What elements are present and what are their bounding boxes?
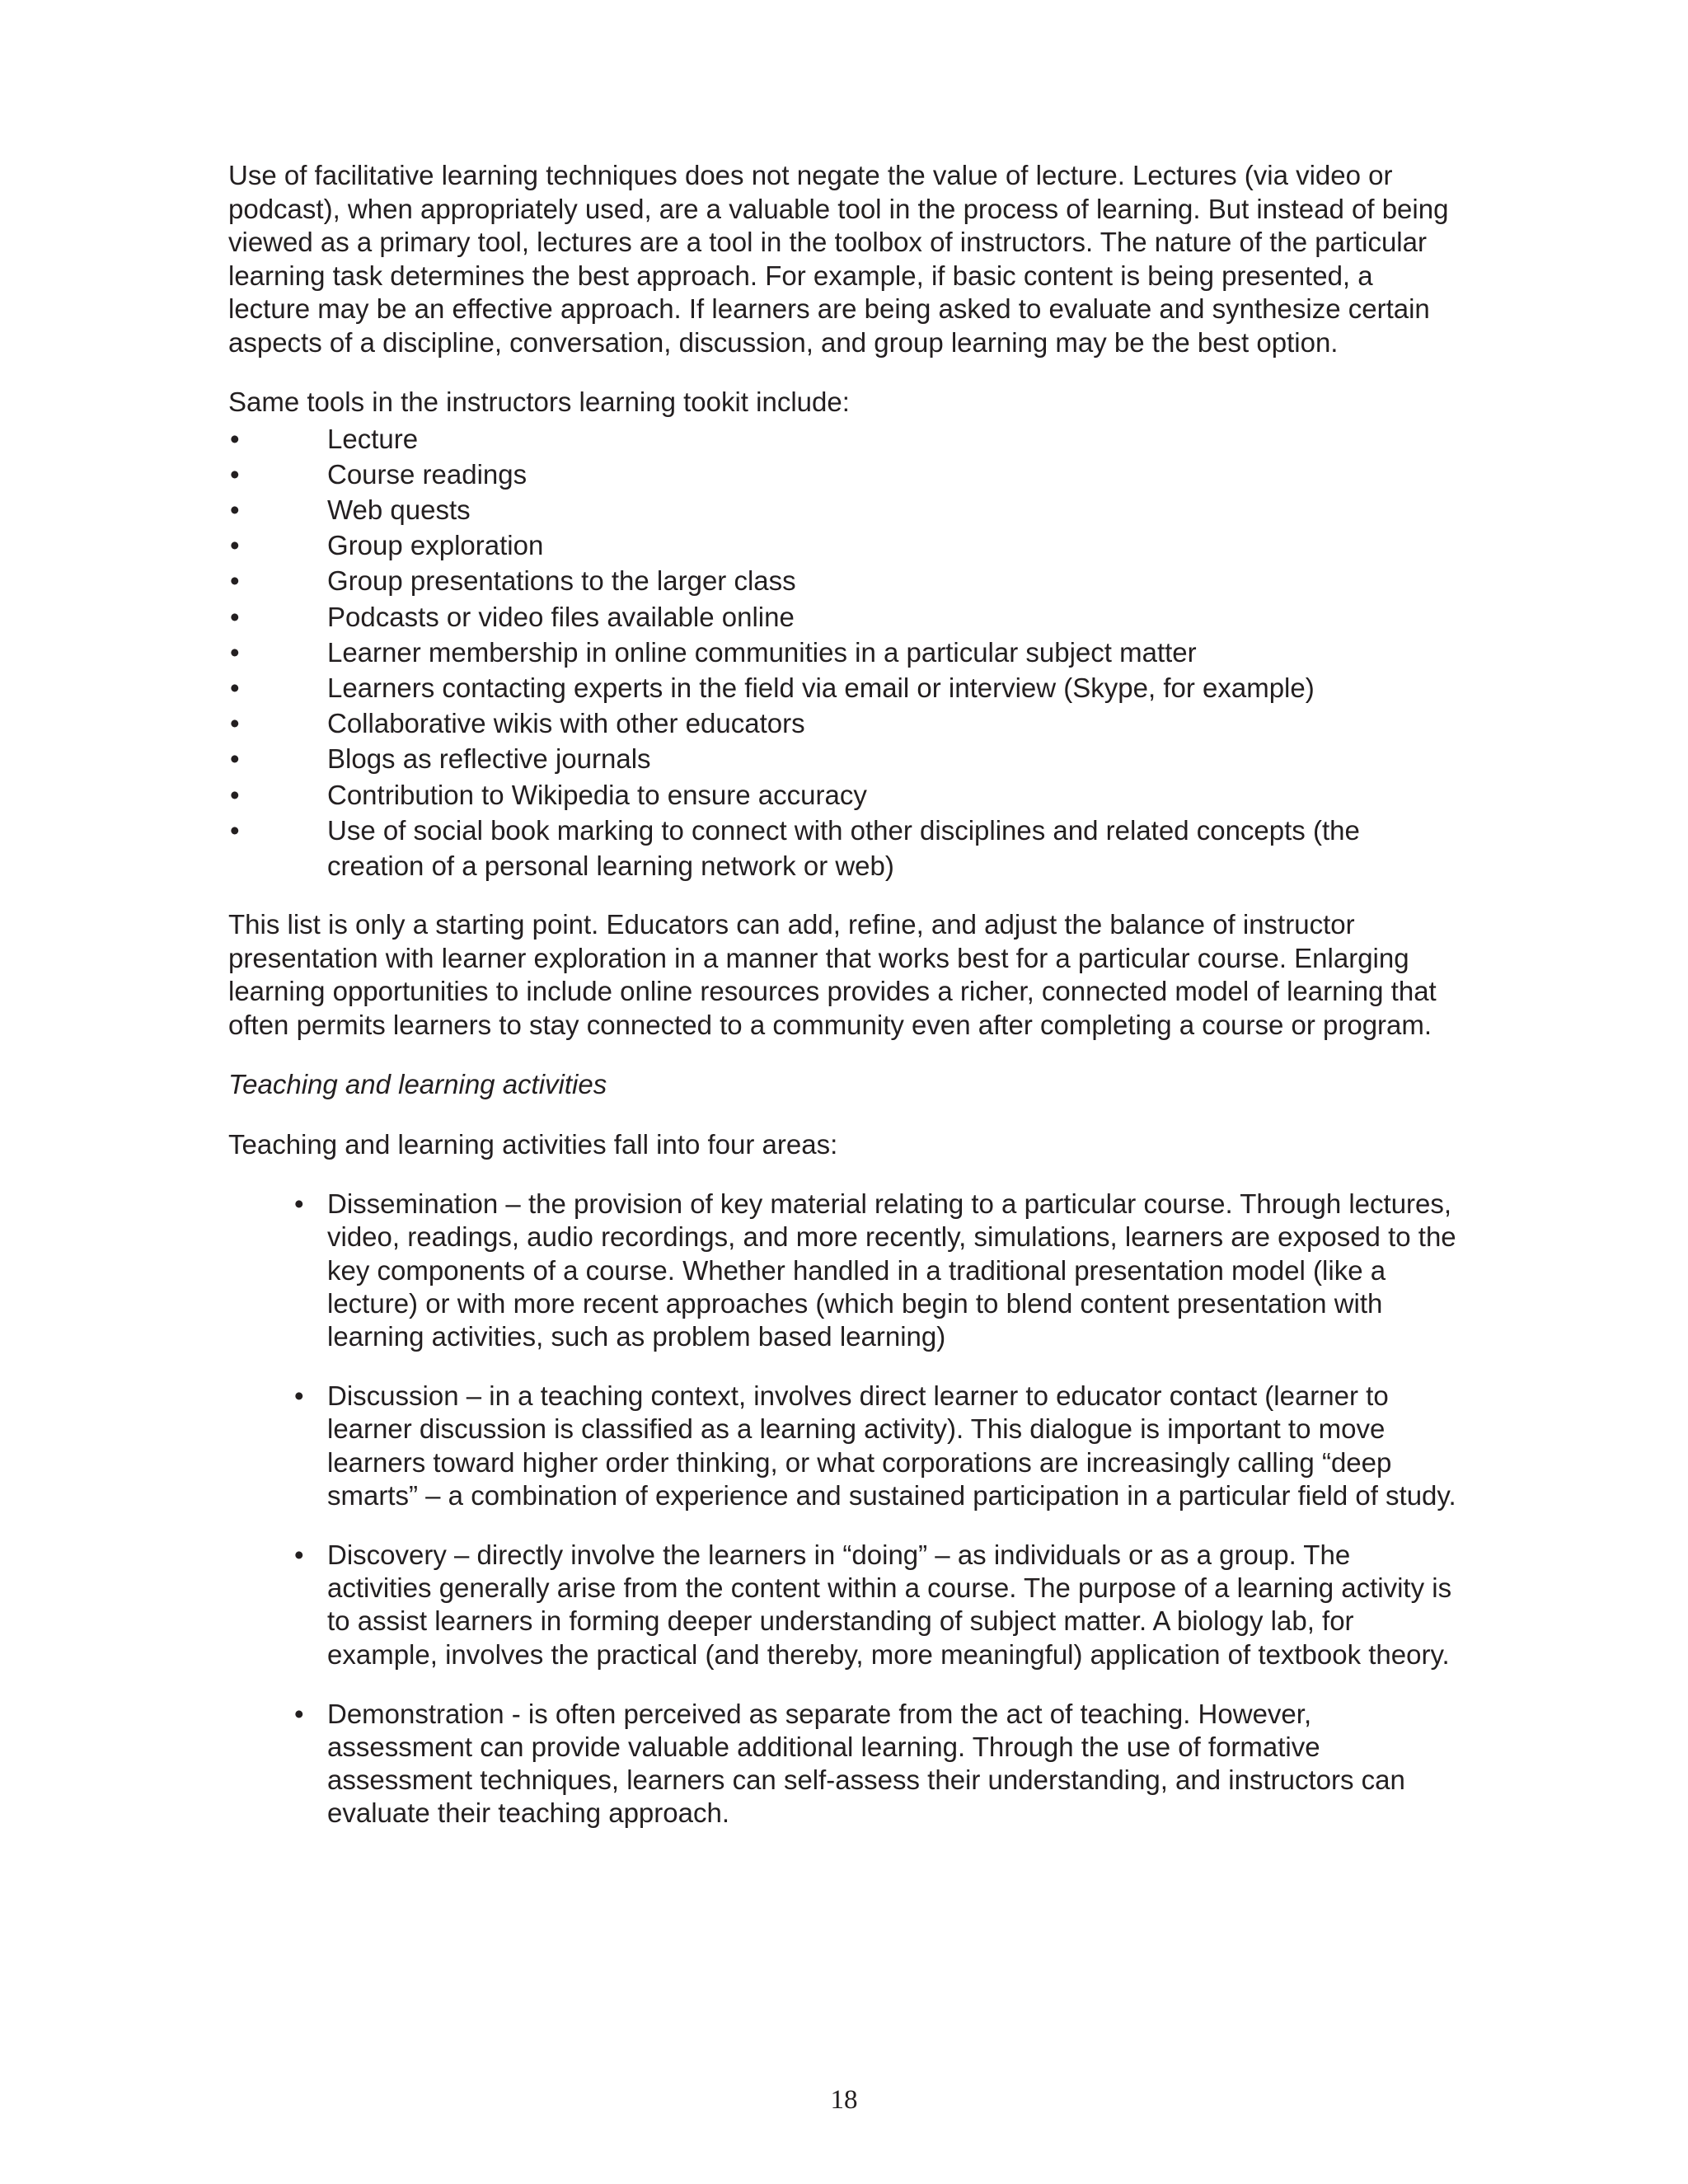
list-item: [228, 670, 1456, 705]
list-item-text: Discussion – in a teaching context, involves direct learner to educator contact (learner to learner discussion is classified as a learning activity). This dialogue is important to move learners toward higher order thinking, or what corporations are increasingly calling “deep smarts” – a combination of experience and sustained participation in a particular field of study.: [327, 1380, 1456, 1511]
list-item-text: Web quests: [327, 494, 471, 525]
list-item: [228, 599, 1456, 635]
bullet-icon: •: [294, 1188, 304, 1220]
list-item-text: Group presentations to the larger class: [327, 565, 796, 597]
list-item-text: Contribution to Wikipedia to ensure accuracy: [327, 779, 867, 810]
list-item: [228, 492, 1456, 527]
list-item-text: Course readings: [327, 458, 528, 490]
bullet-icon: •: [230, 458, 240, 490]
bullet-icon: •: [230, 672, 240, 703]
bullet-icon: •: [230, 530, 240, 561]
list-paragraph: This list is only a starting point. Educators can add, refine, and adjust the balance of instructor presentation with learner exploration in a manner that works best for a particular course. Enlarging learning opportunities to include online resources provides a richer, connected model of learning that often permits learners to stay connected to a community even after completing a course or program.: [228, 909, 1437, 1040]
list-item-text: Group exploration: [327, 530, 544, 561]
intro-paragraph: Use of facilitative learning techniques does not negate the value of lecture. Lectures (via video or podcast), when appropriately used, are a valuable tool in the process of learning. But instead of being viewed as a primary tool, lectures are a tool in the toolbox of instructors. The nature of the particular learning task determines the best approach. For example, if basic content is being presented, a lecture may be an effective approach. If learners are being asked to evaluate and synthesize certain aspects of a discipline, conversation, discussion, and group learning may be the best option.: [228, 160, 1449, 358]
page-number: 18: [830, 2085, 858, 2115]
tools-list: [228, 421, 1456, 884]
bullet-icon: •: [230, 601, 240, 632]
bullet-icon: •: [230, 779, 240, 810]
bullet-icon: •: [230, 565, 240, 597]
list-item: [228, 1380, 1456, 1512]
list-item-text: Lecture: [327, 423, 419, 454]
list-item-text: Collaborative wikis with other educators: [327, 708, 805, 739]
bullet-icon: •: [230, 814, 240, 846]
list-item: [228, 1539, 1456, 1671]
list-item: [228, 527, 1456, 563]
section-subheading: Teaching and learning activities: [228, 1069, 607, 1100]
list-item-text: Learners contacting experts in the field via email or interview (Skype, for example): [327, 672, 1315, 703]
list-item: [228, 1698, 1456, 1830]
list-item: [228, 1188, 1456, 1353]
areas-intro: Teaching and learning activities fall into four areas:: [228, 1128, 838, 1160]
list-item: [228, 741, 1456, 776]
list-item-text: Demonstration - is often perceived as separate from the act of teaching. However, assessment can provide valuable additional learning. Through the use of formative assessment techniques, learners can self-assess their understanding, and instructors can evaluate their teaching approach.: [327, 1698, 1405, 1829]
bullet-icon: •: [294, 1539, 304, 1570]
list-item: [228, 705, 1456, 741]
list-item-text: Dissemination – the provision of key material relating to a particular course. Through lectures, video, readings, audio recordings, and more recently, simulations, learners are exposed to the key components of a course. Whether handled in a traditional presentation model (like a lecture) or with more recent approaches (which begin to blend content presentation with learning activities, such as problem based learning): [327, 1188, 1456, 1352]
list-item: [228, 635, 1456, 670]
list-item-text: Learner membership in online communities in a particular subject matter: [327, 636, 1197, 668]
list-item-text: Use of social book marking to connect with other disciplines and related concepts (the creation of a personal learning network or web): [327, 814, 1360, 881]
bullet-icon: •: [230, 636, 240, 668]
bullet-icon: •: [294, 1698, 304, 1729]
list-item: [228, 813, 1456, 883]
list-item: [228, 421, 1456, 457]
page-body: [228, 159, 1456, 1857]
list-item: [228, 457, 1456, 492]
list-item: [228, 563, 1456, 598]
tools-intro: Same tools in the instructors learning tookit include:: [228, 387, 850, 417]
bullet-icon: •: [230, 743, 240, 775]
areas-list: [228, 1188, 1456, 1830]
bullet-icon: •: [230, 708, 240, 739]
list-item-text: Podcasts or video files available online: [327, 601, 795, 632]
list-item: [228, 777, 1456, 813]
bullet-icon: •: [230, 494, 240, 525]
list-item-text: Discovery – directly involve the learners in “doing” – as individuals or as a group. The activities generally arise from the content within a course. The purpose of a learning activity is to assist learners in forming deeper understanding of subject matter. A biology lab, for example, involves the practical (and thereby, more meaningful) application of textbook theory.: [327, 1539, 1452, 1670]
bullet-icon: •: [230, 423, 240, 454]
bullet-icon: •: [294, 1380, 304, 1412]
list-item-text: Blogs as reflective journals: [327, 743, 651, 775]
